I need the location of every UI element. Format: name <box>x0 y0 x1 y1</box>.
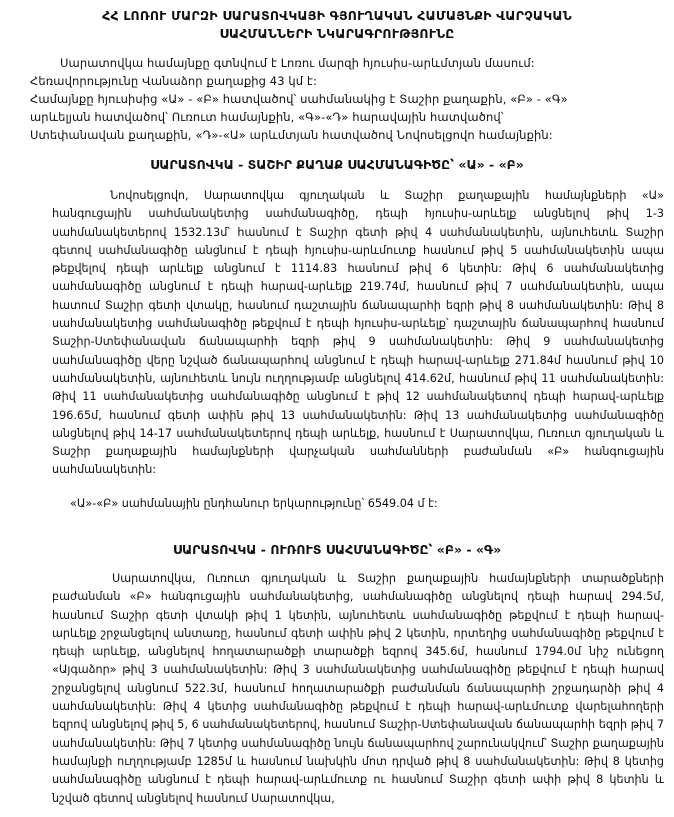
document-title-line-2: ՍԱՀՄԱՆՆԵՐԻ ՆԿԱՐԱԳՐՈՒԹՅՈՒՆԸ <box>219 26 455 41</box>
intro-line: Սարատովկա համայնքը գտնվում է Լոռու մարզի հյուսիս-արևմտյան մասում: <box>60 56 535 70</box>
document-title-line-1: ՀՀ ԼՈՌՈՒ ՄԱՐԶԻ ՍԱՐԱՏՈՎԿԱՅԻ ԳՅՈՒՂԱԿԱՆ ՀԱՄԱՅՆՔԻ ՎԱՐՉԱԿԱՆ <box>102 8 572 23</box>
section-b-c-paragraph: Սարատովկա, Ուռուտ գյուղական և Տաշիր քաղաքային համայնքների տարածքների բաժանման «Բ» հանգուցային սահմանակետից, սահմանագիծը անցնելով դեպի հարավ 294.5մ, հասնում Տաշիր գետի վտակի թիվ 1 կետին, այնուհետև սահմանագիծը թեքվում է դեպի հարավ-արևելք շրջանցելով անտառը, հասնում գետի ափին թիվ 2 կետին, որտեղից սահմանագիծը թեքվում է դեպի արևելք, անցնելով հողատարածքի տարածքի եզրով 345.6մ, հասնում 1794.0մ նիշ ունեցող «Այգաձոր» թիվ 3 սահմանակետին: Թիվ 3 սահմանակետից սահմանագիծը թեքվում է դեպի հարավ շրջանցելով անցնում 522.3մ, հասնում հողատարածքի բաժանման ճանապարհի շրջադարձի թիվ 4 սահմանակետին: Թիվ 4 կետից սահմանագիծը թեքվում է դեպի հարավ-արևմուտք վարելահողերի եզրով անցնելով թիվ 5, 6 սահմանակետերով, հասնում Տաշիր-Ստեփանավան ճանապարհի եզրի թիվ 7 սահմանակետին: Թիվ 7 կետից սահմանագիծը նույն ճանապարհով շարունակվում՝ Տաշիր քաղաքային համայնքի ուղղությամբ 1285մ և հասնում նախկին մոտ դրված թիվ 8 սահմանակետին: Թիվ 8 կետից սահմանագիծը անցնում է դեպի հարավ-արևմուտք ու հասնում Տաշիր գետի ափի թիվ 8 կետին և նշված գետով անցնելով հասնում Սարատովկա, <box>52 572 664 805</box>
intro-line: Ստեփանավան քաղաքին, «Դ»-«Ա» արևմտյան հատվածով Նովոսելցովո համայնքին: <box>30 128 553 142</box>
intro-line: Հեռավորությունը Վանաձոր քաղաքից 43 կմ է: <box>30 74 317 88</box>
section-a-b-total-length: «Ա»-«Բ» սահմանային ընդհանուր երկարությունը՝ 6549.04 մ է: <box>70 497 438 510</box>
intro-line: Համայնքը հյուսիսից «Ա» - «Բ» հատվածով՝ սահմանակից է Տաշիր քաղաքին, «Բ» - «Գ» <box>30 92 568 106</box>
section-title-b-c: ՍԱՐԱՏՈՎԿԱ - ՈՒՌՈՒՏ ՍԱՀՄԱՆԱԳԻԾԸ՝ «Բ» - «Գ» <box>172 542 502 557</box>
section-title-a-b: ՍԱՐԱՏՈՎԿԱ - ՏԱՇԻՐ ՔԱՂԱՔ ՍԱՀՄԱՆԱԳԻԾԸ՝ «Ա» - «Բ» <box>150 157 524 172</box>
intro-line: արևելյան հատվածով՝ Ուռուտ համայնքին, «Գ»-«Դ» հարավային հատվածով՝ <box>30 110 504 124</box>
section-a-b-paragraph: Նովոսելցովո, Սարատովկա գյուղական և Տաշիր քաղաքային համայնքների «Ա» հանգուցային սահմանակետից սահմանագիծը, դեպի հյուսիս-արևելք անցնելով թիվ 1-3 սահմանակետերով 1532.13մ՝ հասնում է Տաշիր գետի թիվ 4 սահմանակետին, այնուհետև Տաշիր գետով սահմանագիծը անցնում է դեպի հյուսիս-արևմուտք հասնում թիվ 5 սահմանակետին ապա թեքվելով դեպի արևելք անցնում է 1114.83 հասնում թիվ 6 կետին: Թիվ 6 սահմանակետից սահմանագիծը անցնում է դեպի հարավ-արևելք 219.74մ, հասնում թիվ 7 սահմանակետին, ապա հատում Տաշիր գետի վտակը, հասնում դաշտային ճանապարհի եզրի թիվ 8 սահմանակետին: Թիվ 8 սահմանակետից սահմանագիծը թեքվում է դեպի հյուսիս-արևելք՝ դաշտային ճանապարհով հասնում Տաշիր-Ստեփանավան ճանապարհի եզրի թիվ 9 սահմանակետին: Թիվ 9 սահմանակետից սահմանագիծը վերը նշված ճանապարհով անցնում է դեպի հարավ-արևելք 271.84մ հասնում թիվ 10 սահմանակետին, այնուհետև նույն ուղղությամբ անցնելով 414.62մ, հասնում թիվ 11 սահմանակետին: Թիվ 11 սահմանակետից սահմանագիծը անցնում է թիվ 12 սահմանակետով դեպի հարավ-արևելք 196.65մ, հասնում գետի ափին թիվ 13 սահմանակետին: Թիվ 13 սահմանակետից սահմանագիծը անցնելով թիվ 14-17 սահմանակետերով դեպի արևելք, հասնում է Սարատովկա, Ուռուտ գյուղական և Տաշիր քաղաքային համայնքների վարչական սահմանների բաժանման «Բ» հանգուցային սահմանակետին: <box>52 189 664 477</box>
